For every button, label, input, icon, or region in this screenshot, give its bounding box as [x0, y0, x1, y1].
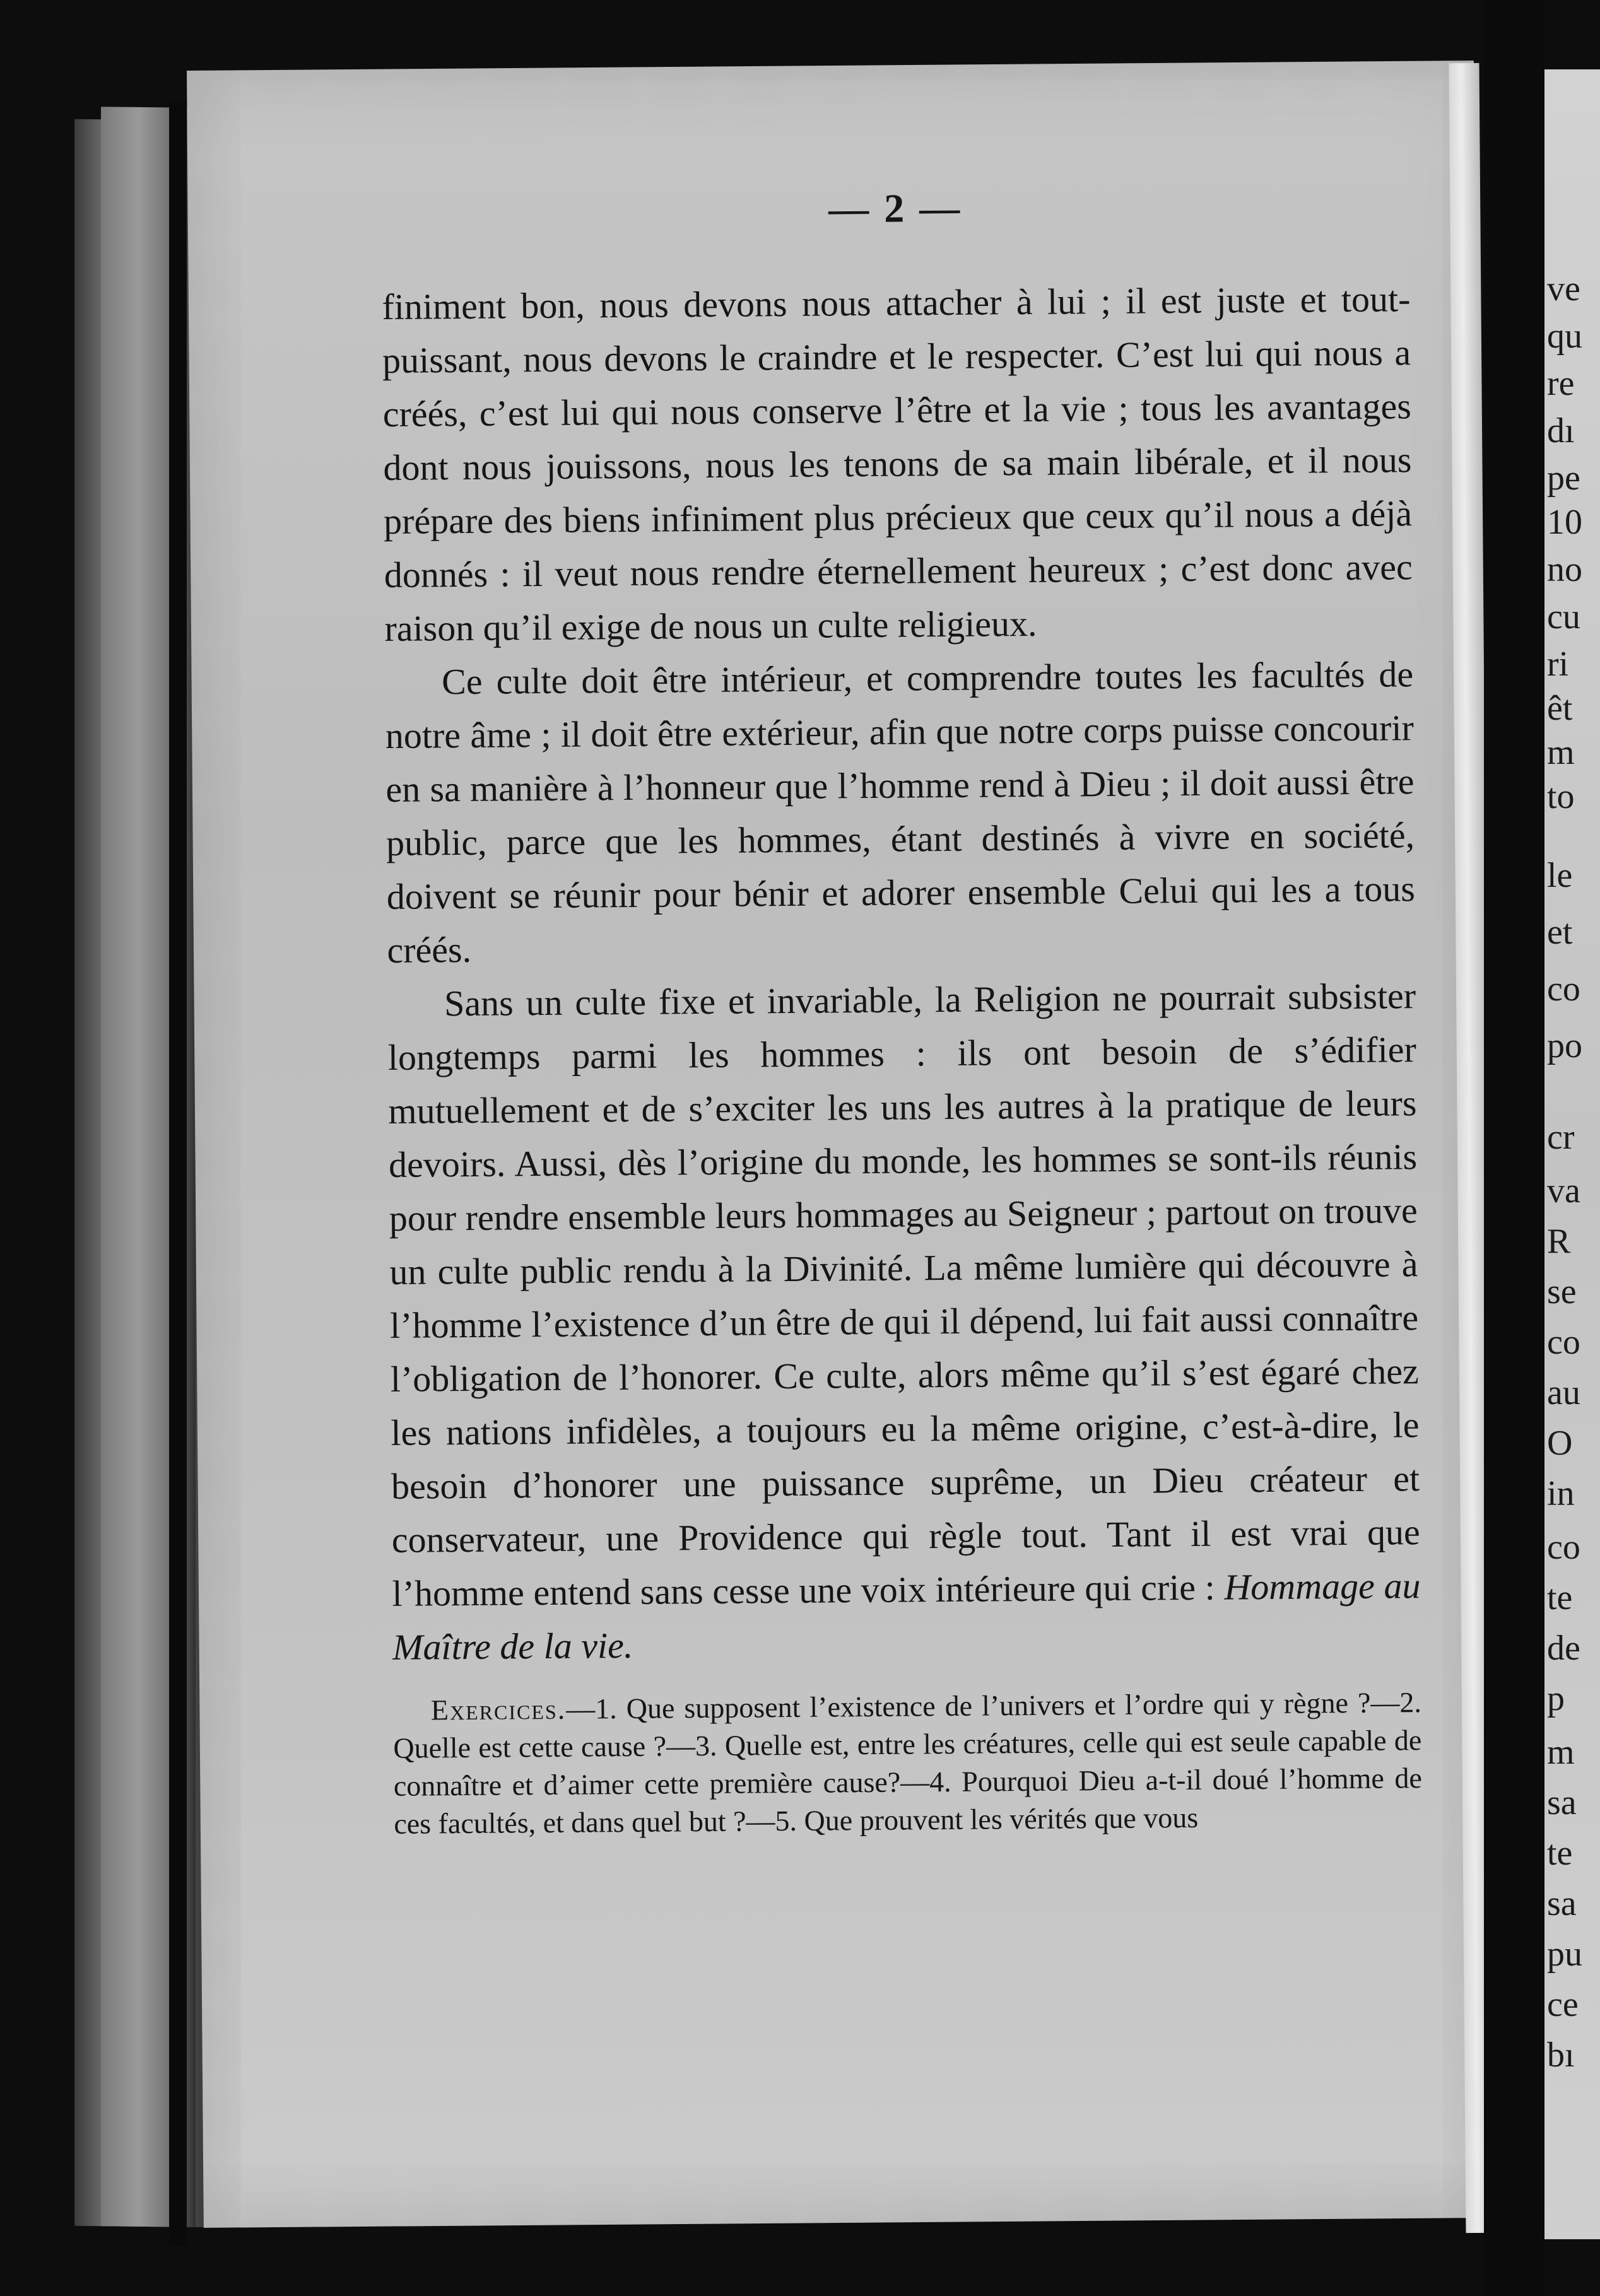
neighbor-fragment: ce [1547, 1985, 1579, 2024]
neighbor-fragment: le [1547, 856, 1573, 895]
neighbor-fragment: R [1547, 1222, 1571, 1261]
neighbor-fragment: O [1547, 1424, 1573, 1463]
neighbor-fragment: qu [1547, 317, 1582, 356]
paragraph-3-italic-quote: Hommage au Maître de la vie. [392, 1565, 1421, 1668]
neighbor-fragment: de [1547, 1629, 1580, 1668]
neighbor-fragment: co [1547, 1528, 1580, 1567]
neighbor-fragment: bı [1547, 2035, 1575, 2075]
neighbor-fragment: et [1547, 913, 1573, 952]
neighbor-fragment: au [1547, 1373, 1580, 1412]
neighbor-page-sliver [1544, 69, 1600, 2239]
neighbor-fragment: m [1547, 1733, 1575, 1772]
neighbor-fragment: pu [1547, 1935, 1582, 1974]
book-spine-shadow [169, 101, 187, 2246]
neighbor-fragment: va [1547, 1171, 1580, 1210]
neighbor-fragment: ve [1547, 269, 1580, 308]
paragraph-1: finiment bon, nous devons nous attacher à lui ; il est juste et tout-puissant, nous devons le craindre et le respecter. C’est lui qui nous a créés, c’est lui qui nous conserve l’être et la vie ; tous les avantages dont nous jouissons, nous les tenons de sa main libérale, et il nous prépare des biens infiniment plus précieux que ceux qu’il nous a déjà donnés : il veut nous rendre éternellement heureux ; c’est donc avec raison qu’il exige de nous un culte religieux. [382, 278, 1413, 649]
exercises-label: Exercices. [430, 1692, 567, 1726]
neighbor-fragment: no [1547, 550, 1582, 589]
neighbor-fragment: re [1547, 364, 1575, 403]
exercises-text: —1. Que supposent l’existence de l’univers et l’ordre qui y règne ?—2. Quelle est cette cause ?—3. Quelle est, entre les créatures, celle qui est seule capable de connaître et d’aimer cette première cause?—4. Pourquoi Dieu a-t-il doué l’homme de ces facultés, et dans quel but ?—5. Que prouvent les vérités que vous [393, 1686, 1423, 1840]
neighbor-fragment: se [1547, 1272, 1577, 1311]
neighbor-fragment: cr [1547, 1118, 1575, 1157]
exercises-block [393, 1684, 1423, 1843]
paragraph-3-body: Sans un culte fixe et invariable, la Religion ne pourrait subsister longtemps parmi les hommes : ils ont besoin de s’édifier mutuellement et de s’exciter les uns les autres à la pratique de leurs devoirs. Aussi, dès l’origine du monde, les hommes se sont-ils réunis pour rendre ensemble leurs hommages au Seigneur ; partout on trouve un culte public rendu à la Divinité. La même lumière qui découvre à l’homme l’existence d’un être de qui il dépend, lui fait aussi connaître l’obligation de l’honorer. Ce culte, alors même qu’il s’est égaré chez les nations infidèles, a toujours eu la même origine, c’est-à-dire, le besoin d’honorer une puissance suprême, un Dieu créateur et conservateur, une Providence qui règle tout. Tant il est vrai que l’homme entend sans cesse une voix intérieure qui crie : [387, 975, 1421, 1614]
neighbor-fragment: to [1547, 777, 1575, 816]
neighbor-fragment: sa [1547, 1884, 1577, 1923]
neighbor-fragment: sa [1547, 1783, 1577, 1822]
paragraph-2: Ce culte doit être intérieur, et comprendre toutes les facultés de notre âme ; il doit être extérieur, afin que notre corps puisse concourir en sa manière à l’honneur que l’homme rend à Dieu ; il doit aussi être public, parce que les hommes, étant destinés à vivre en société, doivent se réunir pour bénir et adorer ensemble Celui qui les a tous créés. [385, 653, 1416, 971]
paragraph-3 [387, 969, 1421, 1674]
neighbor-fragment: p [1547, 1679, 1565, 1718]
neighbor-fragment: te [1547, 1578, 1573, 1617]
neighbor-fragment: dı [1547, 411, 1575, 450]
neighbor-fragment: te [1547, 1834, 1573, 1873]
neighbor-fragment: êt [1547, 689, 1573, 728]
neighbor-fragment: co [1547, 1323, 1580, 1362]
neighbor-fragment: cu [1547, 597, 1580, 636]
neighbor-fragment: po [1547, 1026, 1582, 1065]
neighbor-fragment: 10 [1547, 503, 1582, 542]
neighbor-fragment: pe [1547, 459, 1580, 498]
neighbor-fragment: ri [1547, 645, 1569, 684]
neighbor-fragment: co [1547, 969, 1580, 1009]
gutter-shadow [1484, 0, 1544, 2296]
text-column [381, 181, 1423, 1843]
page-number: — 2 — [828, 185, 963, 231]
neighbor-fragment: in [1547, 1474, 1575, 1513]
neighbor-fragment: m [1547, 733, 1575, 772]
